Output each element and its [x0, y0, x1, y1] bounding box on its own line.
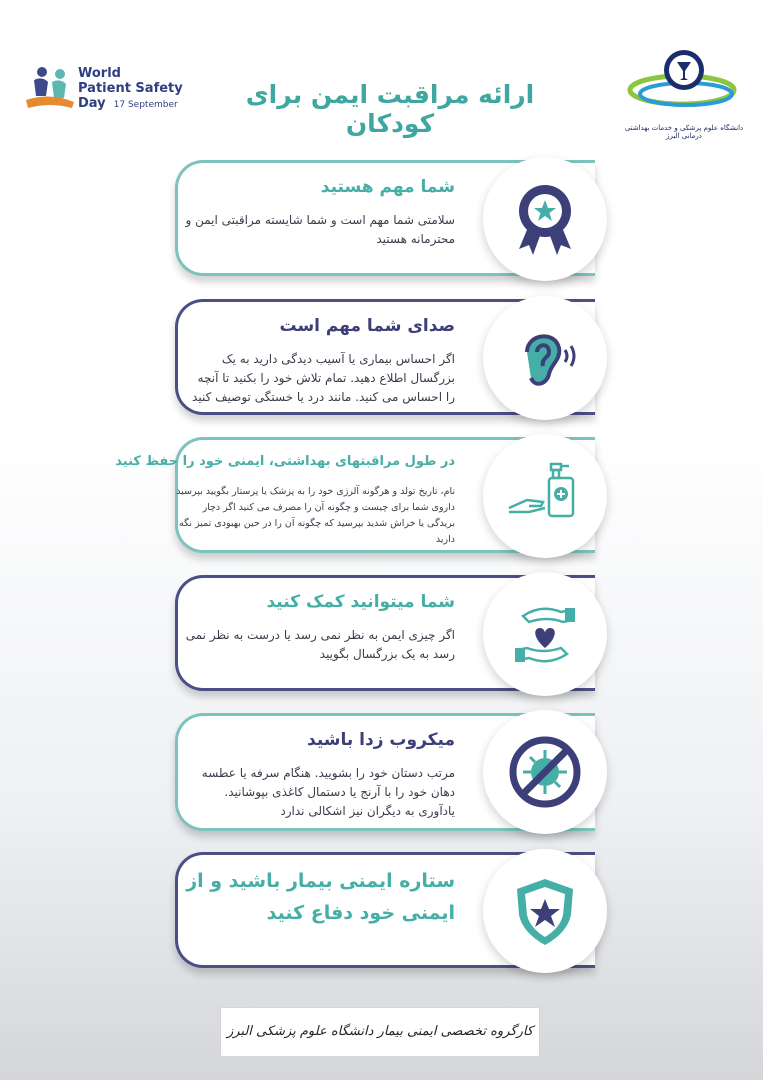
world-patient-safety-day-logo	[24, 62, 194, 122]
page-title: ارائه مراقبت ایمن برای کودکان	[245, 80, 535, 138]
sanitizer-hands-icon	[505, 456, 585, 536]
university-emblem-icon	[624, 40, 744, 122]
card-icon-circle	[483, 296, 607, 420]
university-logo	[624, 40, 744, 140]
card-body: مرتب دستان خود را بشویید. هنگام سرفه یا عطسه دهان خود را با آرنج یا دستمال کاغذی بپوشانید. یادآوری به دیگران نیز اشکالی ندارد	[201, 766, 455, 818]
card-body: اگر چیزی ایمن به نظر نمی رسد یا درست به نظر نمی رسد به یک بزرگسال بگویید	[185, 628, 455, 661]
ear-icon	[505, 318, 585, 398]
card-heading: شما میتوانید کمک کنید	[266, 592, 455, 612]
card-heading: در طول مراقبتهای بهداشتی، ایمنی خود را حفظ کنید	[115, 454, 455, 469]
wps-text	[78, 66, 183, 113]
card-body: اگر احساس بیماری یا آسیب دیدگی دارید به یک بزرگسال اطلاع دهید. تمام تلاش خود را بکنید تا آنچه را احساس می کنید. مانند درد یا خستگی توصیف کنید	[192, 352, 455, 404]
footer-signature: کارگروه تخصصی ایمنی بیمار دانشگاه علوم پزشکی البرز	[220, 1007, 540, 1057]
card-icon-circle	[483, 157, 607, 281]
card-icon-circle	[483, 710, 607, 834]
shield-star-icon	[505, 871, 585, 951]
card-heading: میکروب زدا باشید	[307, 730, 455, 750]
card-heading: ستاره ایمنی بیمار باشید و از ایمنی خود دفاع کنید	[186, 870, 455, 924]
card-icon-circle	[483, 849, 607, 973]
no-germs-icon	[505, 732, 585, 812]
patient-safety-logo-icon	[24, 62, 76, 114]
card-body: نام، تاریخ تولد و هرگونه آلرژی خود را به پزشک یا پرستار بگویید بپرسید داروی شما برای چیست و چگونه آن را مصرف می کنید اگر دچار بریدگی یا خراش شدید بپرسید که چگونه آن را در حین بهبودی تمیز نگه دارید	[176, 486, 455, 545]
award-ribbon-icon	[505, 179, 585, 259]
card-heading: شما مهم هستید	[320, 177, 455, 197]
card-heading: صدای شما مهم است	[279, 316, 455, 336]
card-body: سلامتی شما مهم است و شما شایسته مراقبتی ایمن و محترمانه هستید	[185, 213, 455, 246]
wps-line2: Patient Safety	[78, 81, 183, 96]
hands-heart-icon	[505, 594, 585, 674]
wps-line3: Day	[78, 96, 106, 111]
wps-line1: World	[78, 66, 121, 81]
card-icon-circle	[483, 434, 607, 558]
card-icon-circle	[483, 572, 607, 696]
university-name: دانشگاه علوم پزشکی و خدمات بهداشتی درمانی البرز	[624, 124, 744, 140]
wps-date: 17 September	[113, 100, 178, 110]
